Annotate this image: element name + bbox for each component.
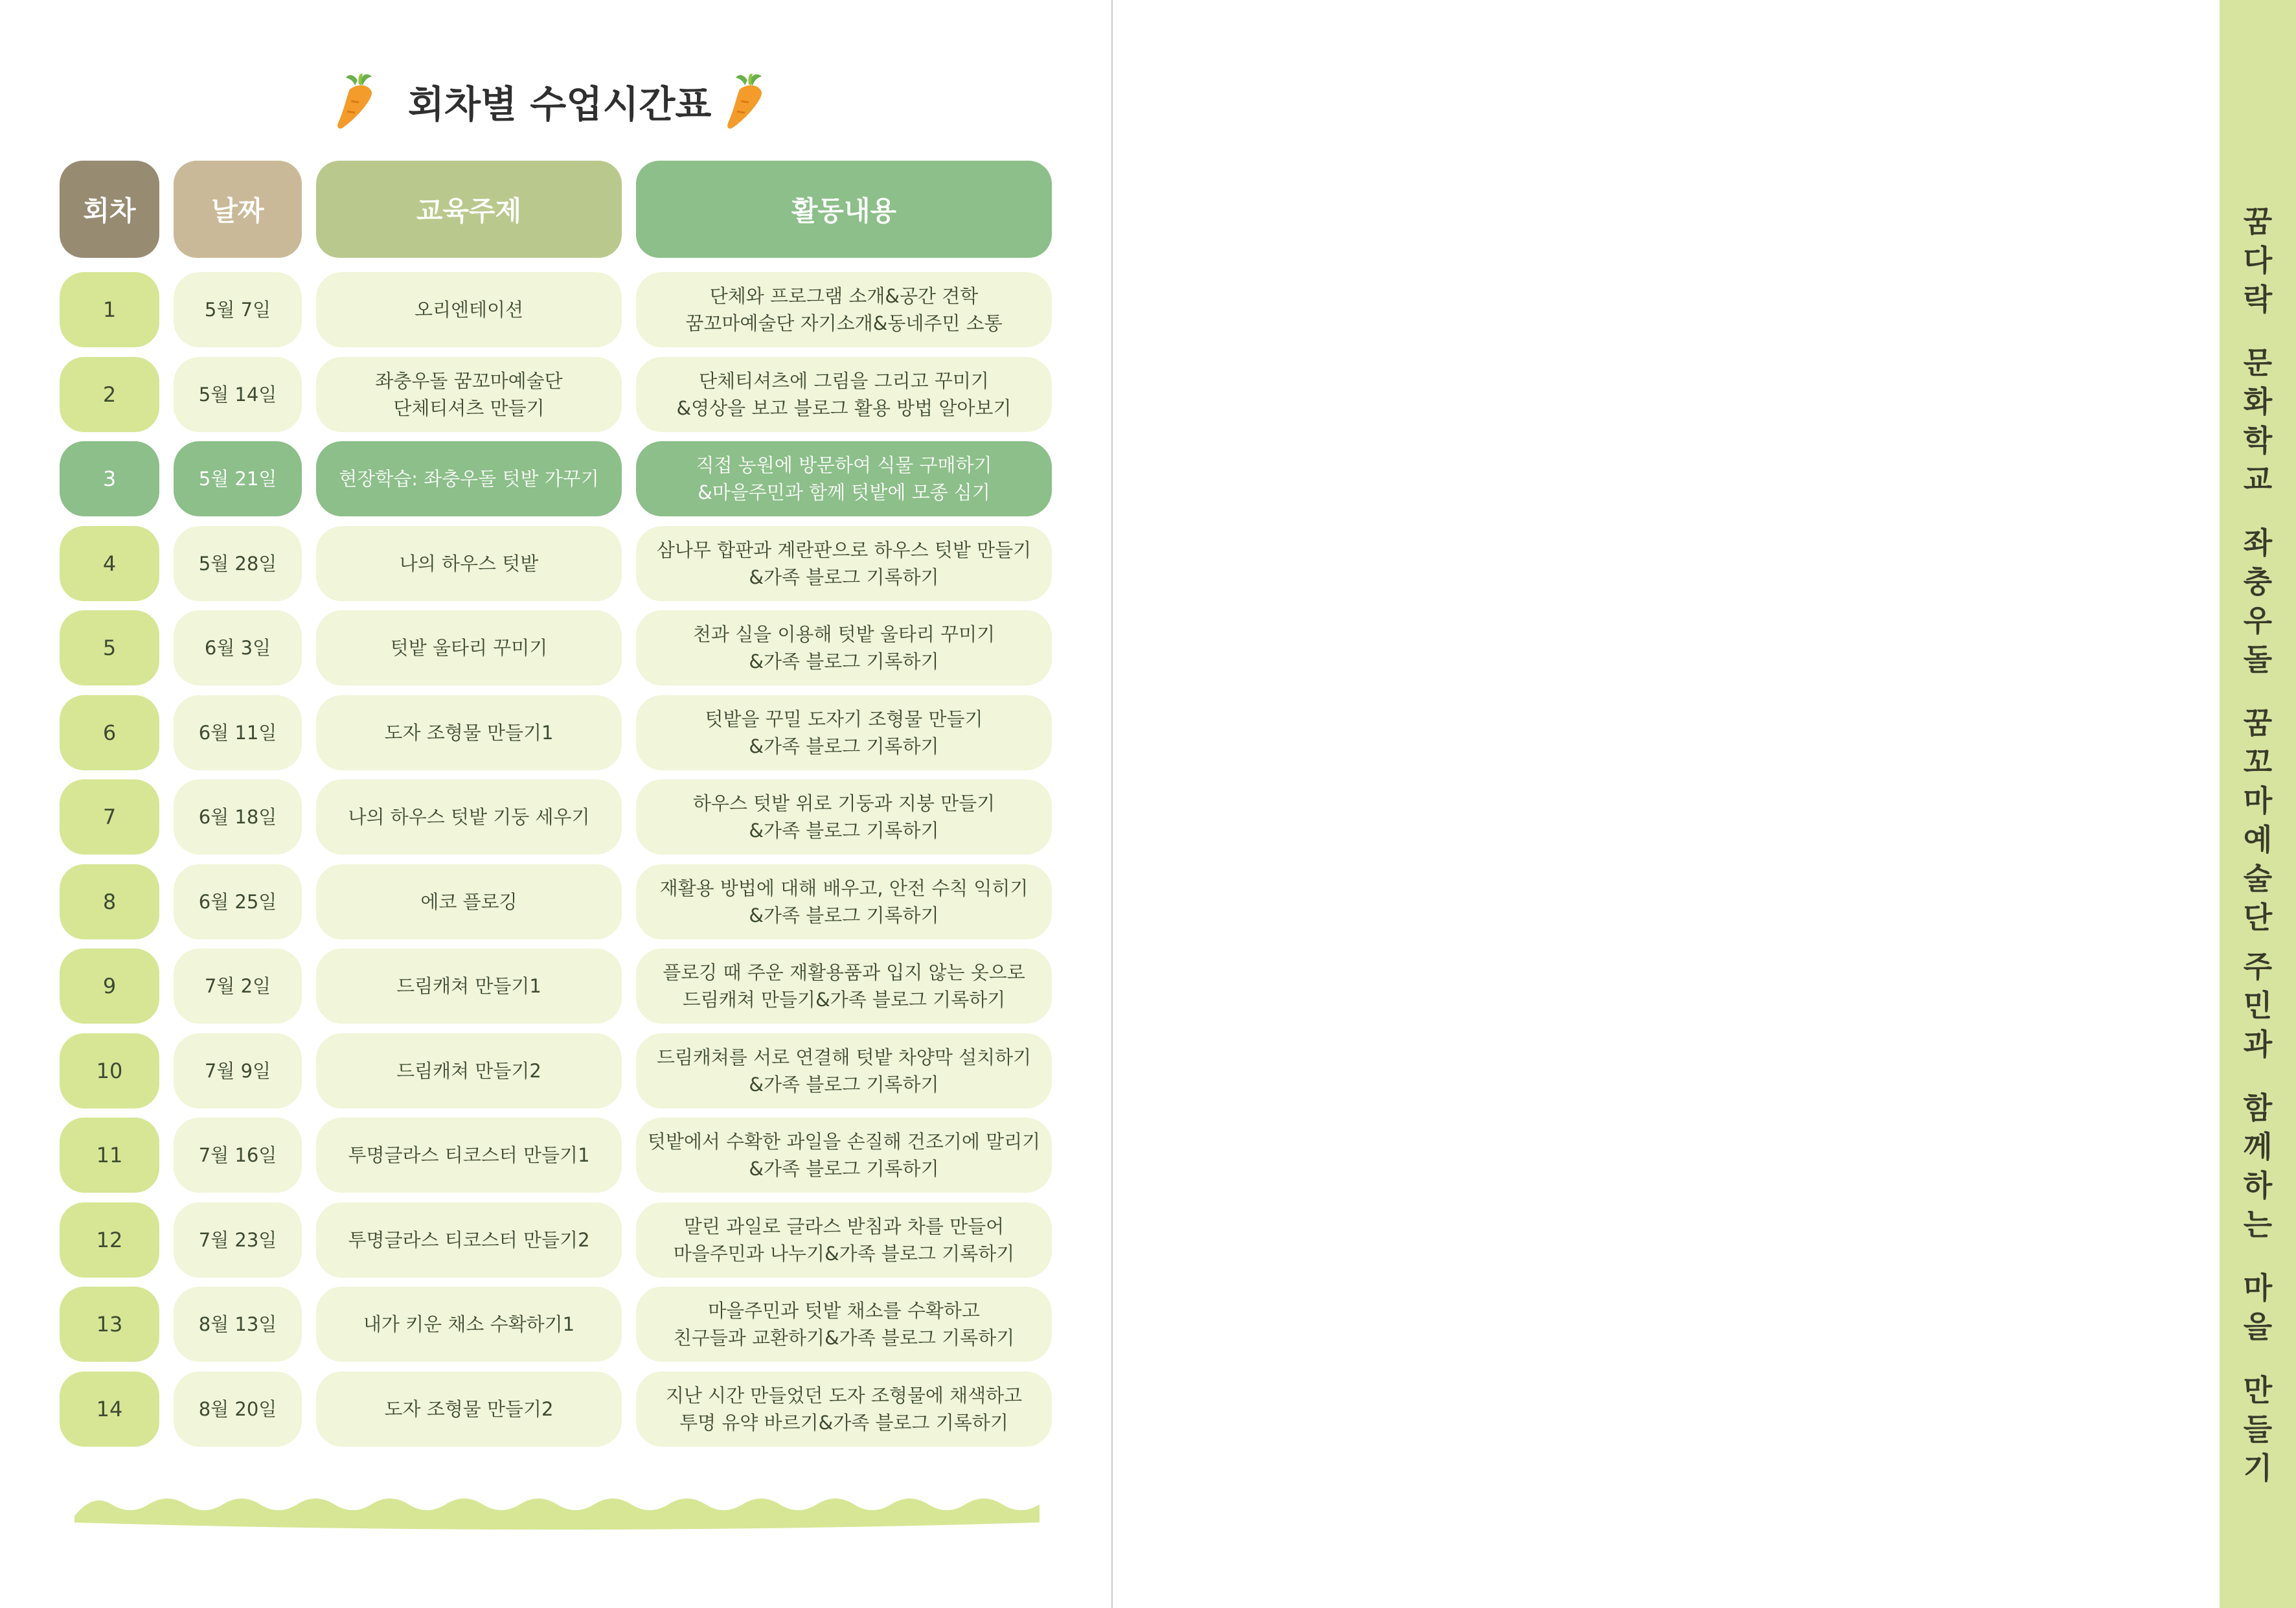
side-tab-glyph: 마 — [2243, 1270, 2273, 1305]
side-tab-line-3 — [2220, 947, 2296, 1487]
session-topic: 도자 조형물 만들기2 — [316, 1372, 622, 1447]
side-tab-glyph: 꿈 — [2243, 706, 2273, 741]
side-tab-glyph: 꼬 — [2243, 744, 2273, 779]
session-activity: 삼나무 합판과 계란판으로 하우스 텃밭 만들기 &가족 블로그 기록하기 — [636, 526, 1052, 601]
side-tab-line-1 — [2220, 202, 2296, 499]
session-number: 7 — [60, 779, 159, 855]
page-title: 회차별 수업시간표 — [408, 82, 712, 126]
session-activity: 단체와 프로그램 소개&공간 견학 꿈꼬마예술단 자기소개&동네주민 소통 — [636, 272, 1052, 347]
side-tab-glyph: 락 — [2243, 282, 2273, 317]
side-tab-glyph: 만 — [2243, 1373, 2273, 1408]
session-activity: 단체티셔츠에 그림을 그리고 꾸미기 &영상을 보고 블로그 활용 방법 알아보기 — [636, 357, 1052, 432]
session-topic: 투명글라스 티코스터 만들기1 — [316, 1118, 622, 1193]
session-activity: 하우스 텃밭 위로 기둥과 지붕 만들기 &가족 블로그 기록하기 — [636, 779, 1052, 855]
session-activity: 텃밭을 꾸밀 도자기 조형물 만들기 &가족 블로그 기록하기 — [636, 695, 1052, 770]
session-date: 7월 23일 — [174, 1202, 302, 1278]
side-tab-glyph: 술 — [2243, 861, 2273, 896]
session-number: 5 — [60, 610, 159, 685]
session-number: 2 — [60, 357, 159, 432]
side-tab — [2220, 0, 2296, 1608]
side-tab-glyph: 교 — [2243, 462, 2273, 497]
session-activity: 직접 농원에 방문하여 식물 구매하기 &마을주민과 함께 텃밭에 모종 심기 — [636, 441, 1052, 516]
session-topic: 도자 조형물 만들기1 — [316, 695, 622, 770]
left-page — [0, 0, 1111, 1608]
side-tab-glyph: 좌 — [2243, 525, 2273, 560]
header-topic: 교육주제 — [316, 161, 622, 258]
session-number: 13 — [60, 1287, 159, 1362]
session-number: 3 — [60, 441, 159, 516]
session-topic: 텃밭 울타리 꾸미기 — [316, 610, 622, 685]
session-date: 5월 21일 — [174, 441, 302, 516]
session-date: 6월 18일 — [174, 779, 302, 855]
session-date: 7월 2일 — [174, 948, 302, 1024]
session-activity: 텃밭에서 수확한 과일을 손질해 건조기에 말리기 &가족 블로그 기록하기 — [636, 1118, 1052, 1193]
header-session: 회차 — [60, 161, 159, 258]
side-tab-glyph: 주 — [2243, 949, 2273, 984]
side-tab-glyph: 문 — [2243, 345, 2273, 380]
side-tab-glyph: 충 — [2243, 564, 2273, 599]
session-topic: 투명글라스 티코스터 만들기2 — [316, 1202, 622, 1278]
side-tab-glyph: 다 — [2243, 243, 2273, 278]
session-topic: 드림캐쳐 만들기2 — [316, 1033, 622, 1108]
session-topic: 드림캐쳐 만들기1 — [316, 948, 622, 1024]
side-tab-glyph: 예 — [2243, 822, 2273, 857]
session-activity: 말린 과일로 글라스 받침과 차를 만들어 마을주민과 나누기&가족 블로그 기록하기 — [636, 1202, 1052, 1278]
session-number: 1 — [60, 272, 159, 347]
session-number: 14 — [60, 1372, 159, 1447]
side-tab-glyph: 우 — [2243, 603, 2273, 638]
header-date: 날짜 — [174, 161, 302, 258]
session-date: 8월 13일 — [174, 1287, 302, 1362]
side-tab-glyph: 하 — [2243, 1168, 2273, 1203]
session-date: 5월 14일 — [174, 357, 302, 432]
session-number: 10 — [60, 1033, 159, 1108]
right-page — [1113, 0, 2220, 1608]
session-number: 6 — [60, 695, 159, 770]
session-number: 8 — [60, 864, 159, 939]
side-tab-glyph: 화 — [2243, 384, 2273, 419]
session-number: 9 — [60, 948, 159, 1024]
session-activity: 재활용 방법에 대해 배우고, 안전 수칙 익히기 &가족 블로그 기록하기 — [636, 864, 1052, 939]
session-topic: 나의 하우스 텃밭 기둥 세우기 — [316, 779, 622, 855]
carrot-icon — [332, 73, 386, 131]
session-topic: 오리엔테이션 — [316, 272, 622, 347]
side-tab-glyph: 을 — [2243, 1309, 2273, 1344]
side-tab-glyph: 단 — [2243, 900, 2273, 935]
session-date: 7월 9일 — [174, 1033, 302, 1108]
side-tab-glyph: 과 — [2243, 1027, 2273, 1062]
wave-decoration — [74, 1490, 1040, 1537]
side-tab-glyph: 들 — [2243, 1412, 2273, 1447]
session-number: 4 — [60, 526, 159, 601]
session-number: 12 — [60, 1202, 159, 1278]
side-tab-glyph: 는 — [2243, 1207, 2273, 1242]
side-tab-line-2 — [2220, 523, 2296, 937]
session-topic: 좌충우돌 꿈꼬마예술단 단체티셔츠 만들기 — [316, 357, 622, 432]
side-tab-glyph: 민 — [2243, 988, 2273, 1023]
session-date: 6월 3일 — [174, 610, 302, 685]
header-activity: 활동내용 — [636, 161, 1052, 258]
side-tab-glyph: 마 — [2243, 783, 2273, 818]
session-date: 7월 16일 — [174, 1118, 302, 1193]
carrot-icon — [722, 73, 776, 131]
session-date: 8월 20일 — [174, 1372, 302, 1447]
session-activity: 지난 시간 만들었던 도자 조형물에 채색하고 투명 유약 바르기&가족 블로그 기록하기 — [636, 1372, 1052, 1447]
side-tab-glyph: 학 — [2243, 423, 2273, 458]
side-tab-glyph: 기 — [2243, 1451, 2273, 1486]
session-activity: 플로깅 때 주운 재활용품과 입지 않는 옷으로 드림캐쳐 만들기&가족 블로그 기록하기 — [636, 948, 1052, 1024]
session-number: 11 — [60, 1118, 159, 1193]
session-topic: 나의 하우스 텃밭 — [316, 526, 622, 601]
side-tab-glyph: 꿈 — [2243, 204, 2273, 239]
session-topic: 에코 플로깅 — [316, 864, 622, 939]
session-activity: 천과 실을 이용해 텃밭 울타리 꾸미기 &가족 블로그 기록하기 — [636, 610, 1052, 685]
session-date: 5월 7일 — [174, 272, 302, 347]
side-tab-glyph: 께 — [2243, 1129, 2273, 1164]
session-activity: 드림캐쳐를 서로 연결해 텃밭 차양막 설치하기 &가족 블로그 기록하기 — [636, 1033, 1052, 1108]
session-topic: 현장학습: 좌충우돌 텃밭 가꾸기 — [316, 441, 622, 516]
session-date: 6월 25일 — [174, 864, 302, 939]
side-tab-glyph: 돌 — [2243, 642, 2273, 677]
side-tab-glyph: 함 — [2243, 1090, 2273, 1125]
session-activity: 마을주민과 텃밭 채소를 수확하고 친구들과 교환하기&가족 블로그 기록하기 — [636, 1287, 1052, 1362]
session-topic: 내가 키운 채소 수확하기1 — [316, 1287, 622, 1362]
session-date: 6월 11일 — [174, 695, 302, 770]
session-date: 5월 28일 — [174, 526, 302, 601]
